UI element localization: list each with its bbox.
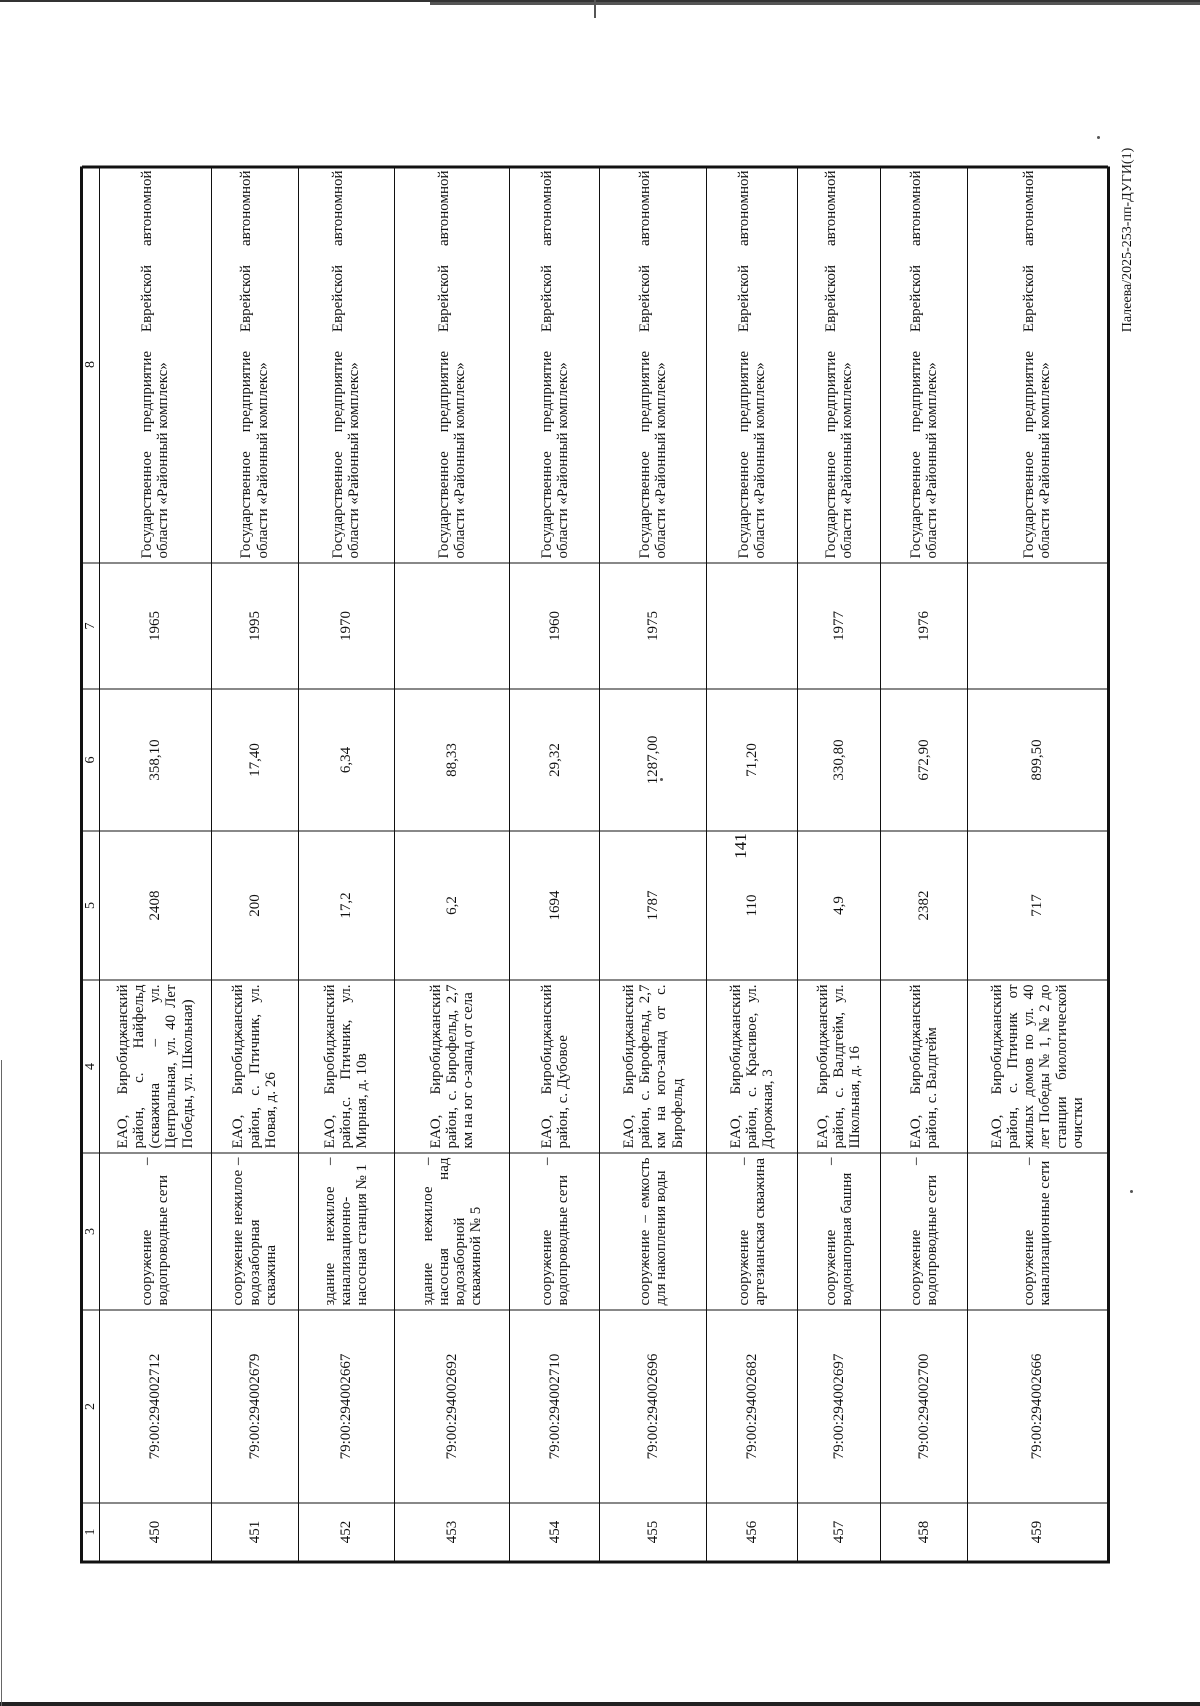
object-address: ЕАО, Биробиджанский район, с. Валдгейм, ул. Школьная, д. 16 xyxy=(797,980,880,1153)
object-address: ЕАО, Биробиджанский район, с. Птичник, ул. Новая, д. 26 xyxy=(211,980,298,1153)
table-row xyxy=(797,166,880,1561)
row-number: 452 xyxy=(298,1503,394,1561)
column-header: 4 xyxy=(83,980,100,1153)
cadastral-number: 79:00:294002696 xyxy=(600,1310,707,1503)
scan-edge-mark xyxy=(594,0,596,18)
table-row xyxy=(707,166,797,1561)
value-col-5: 4,9 xyxy=(797,831,880,980)
column-header: 6 xyxy=(83,689,100,831)
row-number: 459 xyxy=(967,1503,1107,1561)
owner-name: Государственное предприятие Еврейской автономной области «Районный комплекс» xyxy=(967,166,1107,563)
value-col-6: 330,80 xyxy=(797,689,880,831)
row-number: 453 xyxy=(394,1503,509,1561)
year-built xyxy=(967,563,1107,689)
value-col-5: 17,2 xyxy=(298,831,394,980)
value-col-5: 717 xyxy=(967,831,1107,980)
table-row xyxy=(600,166,707,1561)
cadastral-number: 79:00:294002700 xyxy=(880,1310,967,1503)
table-row xyxy=(394,166,509,1561)
value-col-6: 29,32 xyxy=(510,689,600,831)
cadastral-number: 79:00:294002710 xyxy=(510,1310,600,1503)
value-col-5: 1694 xyxy=(510,831,600,980)
column-header: 7 xyxy=(83,563,100,689)
object-address: ЕАО, Биробиджанский район, с. Валдгейм xyxy=(880,980,967,1153)
cadastral-number: 79:00:294002667 xyxy=(298,1310,394,1503)
owner-name: Государственное предприятие Еврейской автономной области «Районный комплекс» xyxy=(880,166,967,563)
table-row xyxy=(100,166,212,1561)
scan-edge-top-shadow xyxy=(430,2,1200,5)
cadastral-number: 79:00:294002712 xyxy=(100,1310,212,1503)
object-address: ЕАО, Биробиджанский район,с. Птичник, ул. Мирная, д. 10в xyxy=(298,980,394,1153)
header-row xyxy=(83,166,100,1561)
column-header: 1 xyxy=(83,1503,100,1561)
object-name: сооружение – водопроводные сети xyxy=(510,1153,600,1310)
cadastral-number: 79:00:294002666 xyxy=(967,1310,1107,1503)
value-col-5: 1787 xyxy=(600,831,707,980)
object-name: здание нежилое – канализационно-насосная станция № 1 xyxy=(298,1153,394,1310)
object-name: сооружение – водонапорная башня xyxy=(797,1153,880,1310)
scan-edge-bottom xyxy=(0,1702,1200,1706)
year-built xyxy=(394,563,509,689)
object-name: сооружение – артезианская скважина xyxy=(707,1153,797,1310)
document-footer-code: Палеева/2025-253-пп-ДУГИ(1) xyxy=(1120,147,1135,333)
table-row xyxy=(510,166,600,1561)
value-col-6: 358,10 xyxy=(100,689,212,831)
object-address: ЕАО, Биробиджанский район, с. Бирофельд, 2,7 км на юго-запад от с. Бирофельд xyxy=(600,980,707,1153)
value-col-6: 672,90 xyxy=(880,689,967,831)
scan-speck xyxy=(1097,136,1100,139)
column-header: 5 xyxy=(83,831,100,980)
object-address: ЕАО, Биробиджанский район, с. Бирофельд, 2,7 км на юг о-запад от села xyxy=(394,980,509,1153)
scan-speck xyxy=(1130,1190,1133,1193)
row-number: 454 xyxy=(510,1503,600,1561)
owner-name: Государственное предприятие Еврейской автономной области «Районный комплекс» xyxy=(510,166,600,563)
property-register-table xyxy=(82,166,1108,1562)
owner-name: Государственное предприятие Еврейской автономной области «Районный комплекс» xyxy=(797,166,880,563)
year-built: 1977 xyxy=(797,563,880,689)
object-address: ЕАО, Биробиджанский район, с. Найфельд (скважина – ул. Центральная, ул. 40 Лет Победы, ул. Школьная) xyxy=(100,980,212,1153)
value-col-6: 88,33 xyxy=(394,689,509,831)
page-number: 141 xyxy=(731,833,750,859)
object-address: ЕАО, Биробиджанский район, с. Птичник от жилых домов по ул. 40 лет Победы № 1, № 2 до станции биологической очистки xyxy=(967,980,1107,1153)
register-table-frame xyxy=(80,167,1110,1564)
value-col-5: 2382 xyxy=(880,831,967,980)
owner-name: Государственное предприятие Еврейской автономной области «Районный комплекс» xyxy=(298,166,394,563)
year-built: 1995 xyxy=(211,563,298,689)
value-col-5: 6,2 xyxy=(394,831,509,980)
column-header: 8 xyxy=(83,166,100,563)
table-row xyxy=(880,166,967,1561)
cadastral-number: 79:00:294002679 xyxy=(211,1310,298,1503)
object-name: сооружение – канализационные сети xyxy=(967,1153,1107,1310)
object-name: сооружение – водопроводные сети xyxy=(880,1153,967,1310)
scan-edge-left xyxy=(1,1060,2,1706)
year-built: 1976 xyxy=(880,563,967,689)
cadastral-number: 79:00:294002692 xyxy=(394,1310,509,1503)
row-number: 456 xyxy=(707,1503,797,1561)
value-col-6: 1287,00 xyxy=(600,689,707,831)
value-col-5: 2408 xyxy=(100,831,212,980)
column-header: 3 xyxy=(83,1153,100,1310)
cadastral-number: 79:00:294002697 xyxy=(797,1310,880,1503)
column-header: 2 xyxy=(83,1310,100,1503)
table-row xyxy=(211,166,298,1561)
year-built: 1970 xyxy=(298,563,394,689)
value-col-6: 6,34 xyxy=(298,689,394,831)
cadastral-number: 79:00:294002682 xyxy=(707,1310,797,1503)
object-name: здание нежилое – насосная над водозаборной скважиной № 5 xyxy=(394,1153,509,1310)
table-row xyxy=(298,166,394,1561)
owner-name: Государственное предприятие Еврейской автономной области «Районный комплекс» xyxy=(600,166,707,563)
table-row xyxy=(967,166,1107,1561)
value-col-6: 17,40 xyxy=(211,689,298,831)
owner-name: Государственное предприятие Еврейской автономной области «Районный комплекс» xyxy=(707,166,797,563)
year-built: 1960 xyxy=(510,563,600,689)
year-built: 1975 xyxy=(600,563,707,689)
owner-name: Государственное предприятие Еврейской автономной области «Районный комплекс» xyxy=(211,166,298,563)
row-number: 451 xyxy=(211,1503,298,1561)
value-col-5: 200 xyxy=(211,831,298,980)
value-col-6: 71,20 xyxy=(707,689,797,831)
object-name: сооружение нежилое – водозаборная скважина xyxy=(211,1153,298,1310)
year-built xyxy=(707,563,797,689)
object-address: ЕАО, Биробиджанский район, с. Красивое, ул. Дорожная, 3 xyxy=(707,980,797,1153)
row-number: 450 xyxy=(100,1503,212,1561)
owner-name: Государственное предприятие Еврейской автономной области «Районный комплекс» xyxy=(394,166,509,563)
row-number: 457 xyxy=(797,1503,880,1561)
object-address: ЕАО, Биробиджанский район, с. Дубовое xyxy=(510,980,600,1153)
value-col-6: 899,50 xyxy=(967,689,1107,831)
object-name: сооружение – водопроводные сети xyxy=(100,1153,212,1310)
object-name: сооружение – емкость для накопления воды xyxy=(600,1153,707,1310)
row-number: 458 xyxy=(880,1503,967,1561)
owner-name: Государственное предприятие Еврейской автономной области «Районный комплекс» xyxy=(100,166,212,563)
row-number: 455 xyxy=(600,1503,707,1561)
year-built: 1965 xyxy=(100,563,212,689)
value-col-5: 110 xyxy=(707,831,797,980)
